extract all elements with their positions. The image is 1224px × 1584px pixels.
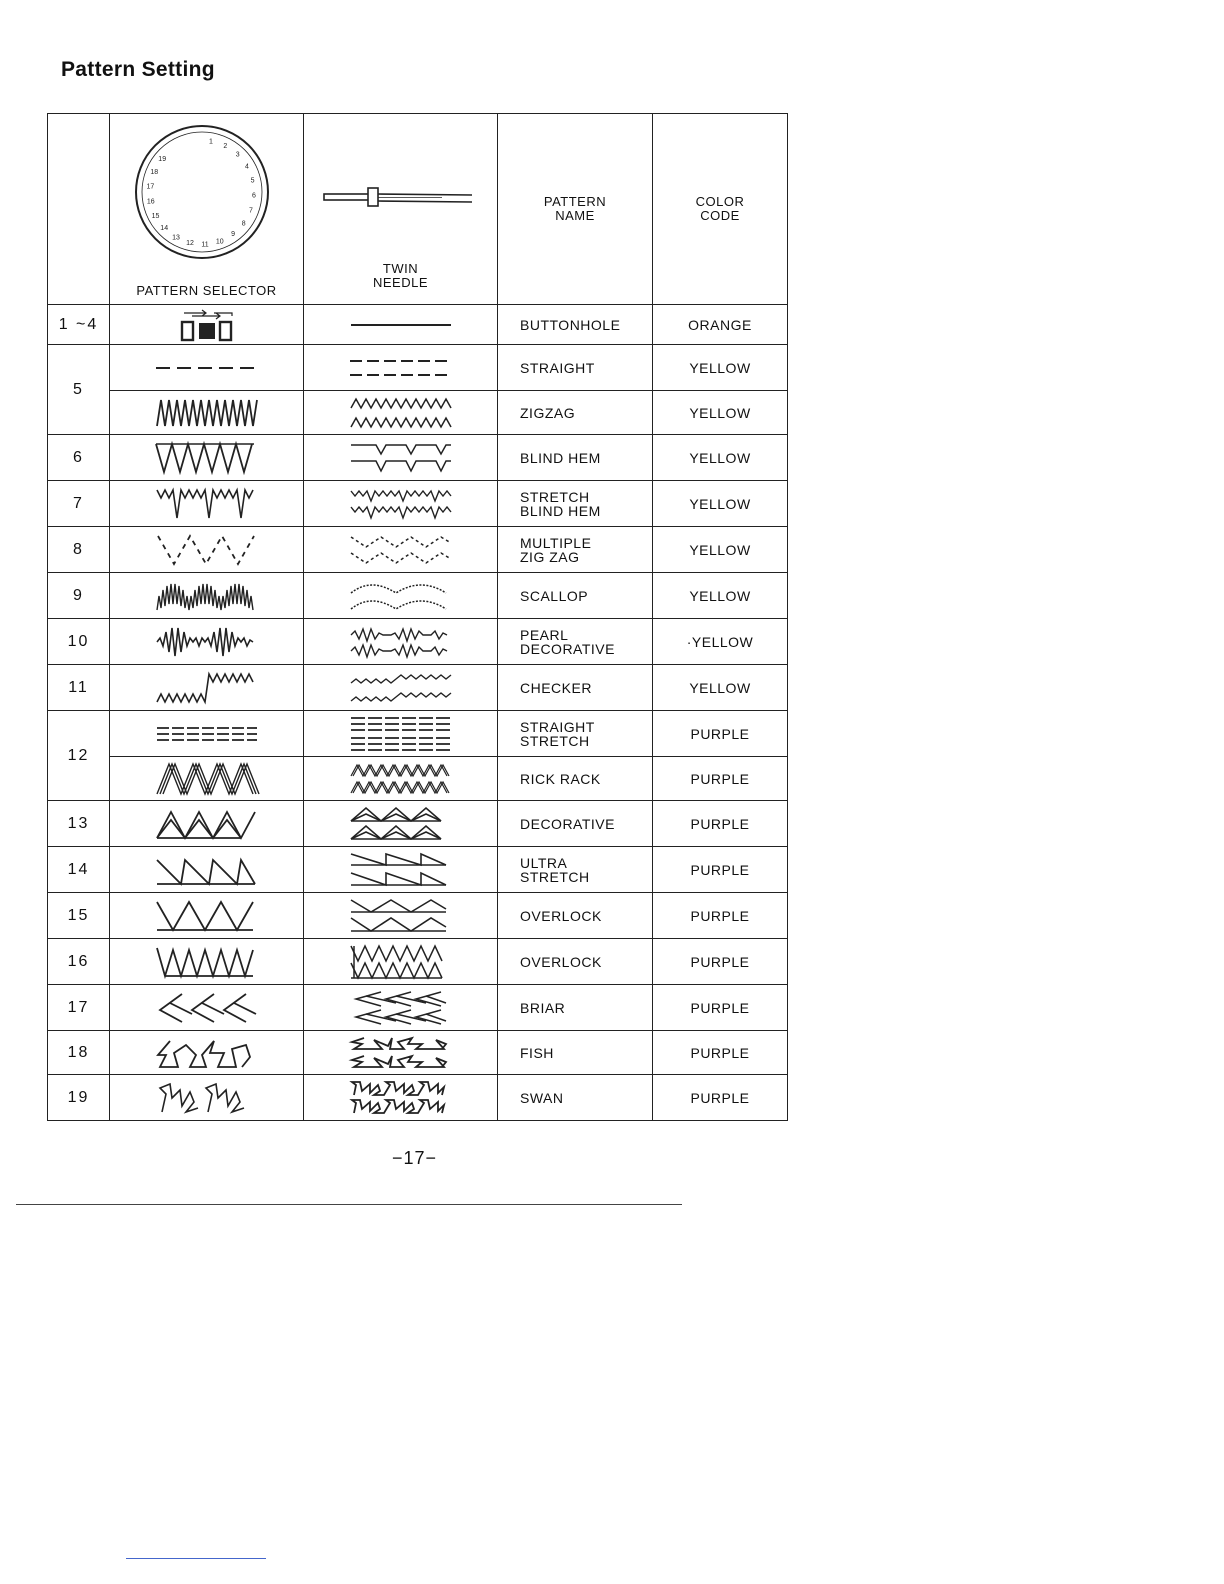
- table-row: [48, 345, 788, 391]
- dial-number: 1: [209, 138, 213, 146]
- stitch-pearl-decorative-icon: [110, 619, 304, 665]
- dial-number: 6: [251, 192, 256, 200]
- twin-briar-icon: [304, 985, 498, 1031]
- color-code: YELLOW: [653, 527, 788, 573]
- pattern-name: BUTTONHOLE: [498, 305, 653, 345]
- page-title: Pattern Setting: [61, 58, 215, 81]
- twin-rick-rack-icon: [304, 757, 498, 801]
- dial-number: 10: [215, 238, 224, 246]
- pattern-name: CHECKER: [498, 665, 653, 711]
- twin-pearl-decorative-icon: [304, 619, 498, 665]
- pattern-selector-label: PATTERN SELECTOR: [136, 283, 277, 298]
- pattern-name: BRIAR: [498, 985, 653, 1031]
- dial-number: 18: [150, 168, 159, 176]
- color-code: PURPLE: [653, 893, 788, 939]
- pattern-number: 1 ~4: [48, 305, 110, 345]
- dial-number: 15: [151, 212, 160, 220]
- pattern-number: 14: [48, 847, 110, 893]
- pattern-number: 10: [48, 619, 110, 665]
- table-row: [48, 847, 788, 893]
- table-row: [48, 391, 788, 435]
- dial-number: 5: [250, 177, 255, 185]
- page-number: −17−: [392, 1148, 438, 1168]
- twin-decorative-icon: [304, 801, 498, 847]
- color-code: PURPLE: [653, 801, 788, 847]
- color-code: YELLOW: [653, 345, 788, 391]
- stitch-blind-hem-icon: [110, 435, 304, 481]
- page-divider: [16, 1204, 682, 1205]
- header-pattern-name: PATTERN NAME: [498, 114, 653, 305]
- table-row: [48, 481, 788, 527]
- pattern-name: STRAIGHT: [498, 345, 653, 391]
- pattern-name: ZIGZAG: [498, 391, 653, 435]
- twin-buttonhole-icon: [304, 305, 498, 345]
- stitch-briar-icon: [110, 985, 304, 1031]
- twin-needle-label: TWIN NEEDLE: [372, 261, 429, 290]
- table-row: [48, 711, 788, 757]
- dial-number: 7: [248, 207, 253, 215]
- twin-blind-hem-icon: [304, 435, 498, 481]
- color-code: YELLOW: [653, 435, 788, 481]
- header-empty-cell: [48, 114, 110, 305]
- pattern-number: 18: [48, 1031, 110, 1075]
- color-code: YELLOW: [653, 573, 788, 619]
- footer-link-underline: [126, 1558, 266, 1559]
- dial-number: 14: [160, 225, 169, 233]
- color-code: YELLOW: [653, 481, 788, 527]
- dial-number: 13: [172, 234, 180, 242]
- pattern-name: FISH: [498, 1031, 653, 1075]
- pattern-number: 8: [48, 527, 110, 573]
- color-code: YELLOW: [653, 391, 788, 435]
- pattern-name: SWAN: [498, 1075, 653, 1121]
- color-code: PURPLE: [653, 1075, 788, 1121]
- dial-number: 17: [146, 183, 155, 191]
- color-code: PURPLE: [653, 847, 788, 893]
- pattern-table: [47, 113, 788, 1121]
- dial-number: 12: [186, 240, 194, 248]
- stitch-rick-rack-icon: [110, 757, 304, 801]
- table-row: [48, 939, 788, 985]
- stitch-checker-icon: [110, 665, 304, 711]
- dial-number: 16: [146, 198, 155, 206]
- stitch-straight-icon: [110, 345, 304, 391]
- dial-number: 3: [235, 151, 240, 159]
- pattern-number: 19: [48, 1075, 110, 1121]
- twin-zigzag-icon: [304, 391, 498, 435]
- table-row: [48, 1075, 788, 1121]
- pattern-number: 13: [48, 801, 110, 847]
- header-color-code: COLOR CODE: [653, 114, 788, 305]
- table-row: [48, 1031, 788, 1075]
- pattern-number: 7: [48, 481, 110, 527]
- color-code: PURPLE: [653, 1031, 788, 1075]
- table-row: [48, 757, 788, 801]
- stitch-buttonhole-icon: [110, 305, 304, 345]
- pattern-number: 16: [48, 939, 110, 985]
- dial-number: 4: [245, 163, 249, 171]
- pattern-number: 5: [48, 345, 110, 435]
- twin-swan-icon: [304, 1075, 498, 1121]
- dial-number: 2: [223, 143, 228, 150]
- stitch-overlock-alt-icon: [110, 939, 304, 985]
- stitch-scallop-icon: [110, 573, 304, 619]
- pattern-name: DECORATIVE: [498, 801, 653, 847]
- table-row: [48, 305, 788, 345]
- twin-scallop-icon: [304, 573, 498, 619]
- dial-number: 8: [241, 220, 246, 228]
- dial-number: 9: [231, 231, 236, 239]
- pattern-name: ULTRA STRETCH: [498, 847, 653, 893]
- pattern-selector-dial-icon: [122, 120, 292, 270]
- twin-ultra-stretch-icon: [304, 847, 498, 893]
- pattern-name: PEARL DECORATIVE: [498, 619, 653, 665]
- pattern-name: BLIND HEM: [498, 435, 653, 481]
- stitch-straight-stretch-icon: [110, 711, 304, 757]
- dial-number: 11: [201, 241, 209, 249]
- twin-straight-icon: [304, 345, 498, 391]
- pattern-name: OVERLOCK: [498, 893, 653, 939]
- table-row: [48, 665, 788, 711]
- stitch-decorative-icon: [110, 801, 304, 847]
- twin-checker-icon: [304, 665, 498, 711]
- pattern-number: 6: [48, 435, 110, 481]
- table-row: [48, 619, 788, 665]
- stitch-ultra-stretch-icon: [110, 847, 304, 893]
- color-code: ·YELLOW: [653, 619, 788, 665]
- twin-needle-icon: [322, 182, 482, 222]
- pattern-name: MULTIPLE ZIG ZAG: [498, 527, 653, 573]
- stitch-overlock-icon: [110, 893, 304, 939]
- stitch-swan-icon: [110, 1075, 304, 1121]
- stitch-fish-icon: [110, 1031, 304, 1075]
- table-row: [48, 893, 788, 939]
- twin-overlock-icon: [304, 893, 498, 939]
- twin-stretch-blind-hem-icon: [304, 481, 498, 527]
- twin-multiple-zigzag-icon: [304, 527, 498, 573]
- table-row: [48, 435, 788, 481]
- twin-straight-stretch-icon: [304, 711, 498, 757]
- color-code: ORANGE: [653, 305, 788, 345]
- twin-fish-icon: [304, 1031, 498, 1075]
- stitch-zigzag-icon: [110, 391, 304, 435]
- color-code: PURPLE: [653, 939, 788, 985]
- pattern-number: 15: [48, 893, 110, 939]
- dial-number: 19: [158, 156, 167, 164]
- stitch-multiple-zigzag-icon: [110, 527, 304, 573]
- table-header-row: [48, 114, 788, 305]
- pattern-name: STRAIGHT STRETCH: [498, 711, 653, 757]
- pattern-number: 11: [48, 665, 110, 711]
- pattern-name: RICK RACK: [498, 757, 653, 801]
- color-code: PURPLE: [653, 985, 788, 1031]
- table-row: [48, 801, 788, 847]
- color-code: YELLOW: [653, 665, 788, 711]
- table-row: [48, 573, 788, 619]
- header-twin-needle: [304, 114, 498, 305]
- twin-overlock-alt-icon: [304, 939, 498, 985]
- pattern-number: 12: [48, 711, 110, 801]
- pattern-number: 17: [48, 985, 110, 1031]
- table-row: [48, 985, 788, 1031]
- color-code: PURPLE: [653, 711, 788, 757]
- table-row: [48, 527, 788, 573]
- pattern-number: 9: [48, 573, 110, 619]
- header-pattern-selector: [110, 114, 304, 305]
- pattern-name: STRETCH BLIND HEM: [498, 481, 653, 527]
- pattern-name: SCALLOP: [498, 573, 653, 619]
- stitch-stretch-blind-hem-icon: [110, 481, 304, 527]
- color-code: PURPLE: [653, 757, 788, 801]
- pattern-name: OVERLOCK: [498, 939, 653, 985]
